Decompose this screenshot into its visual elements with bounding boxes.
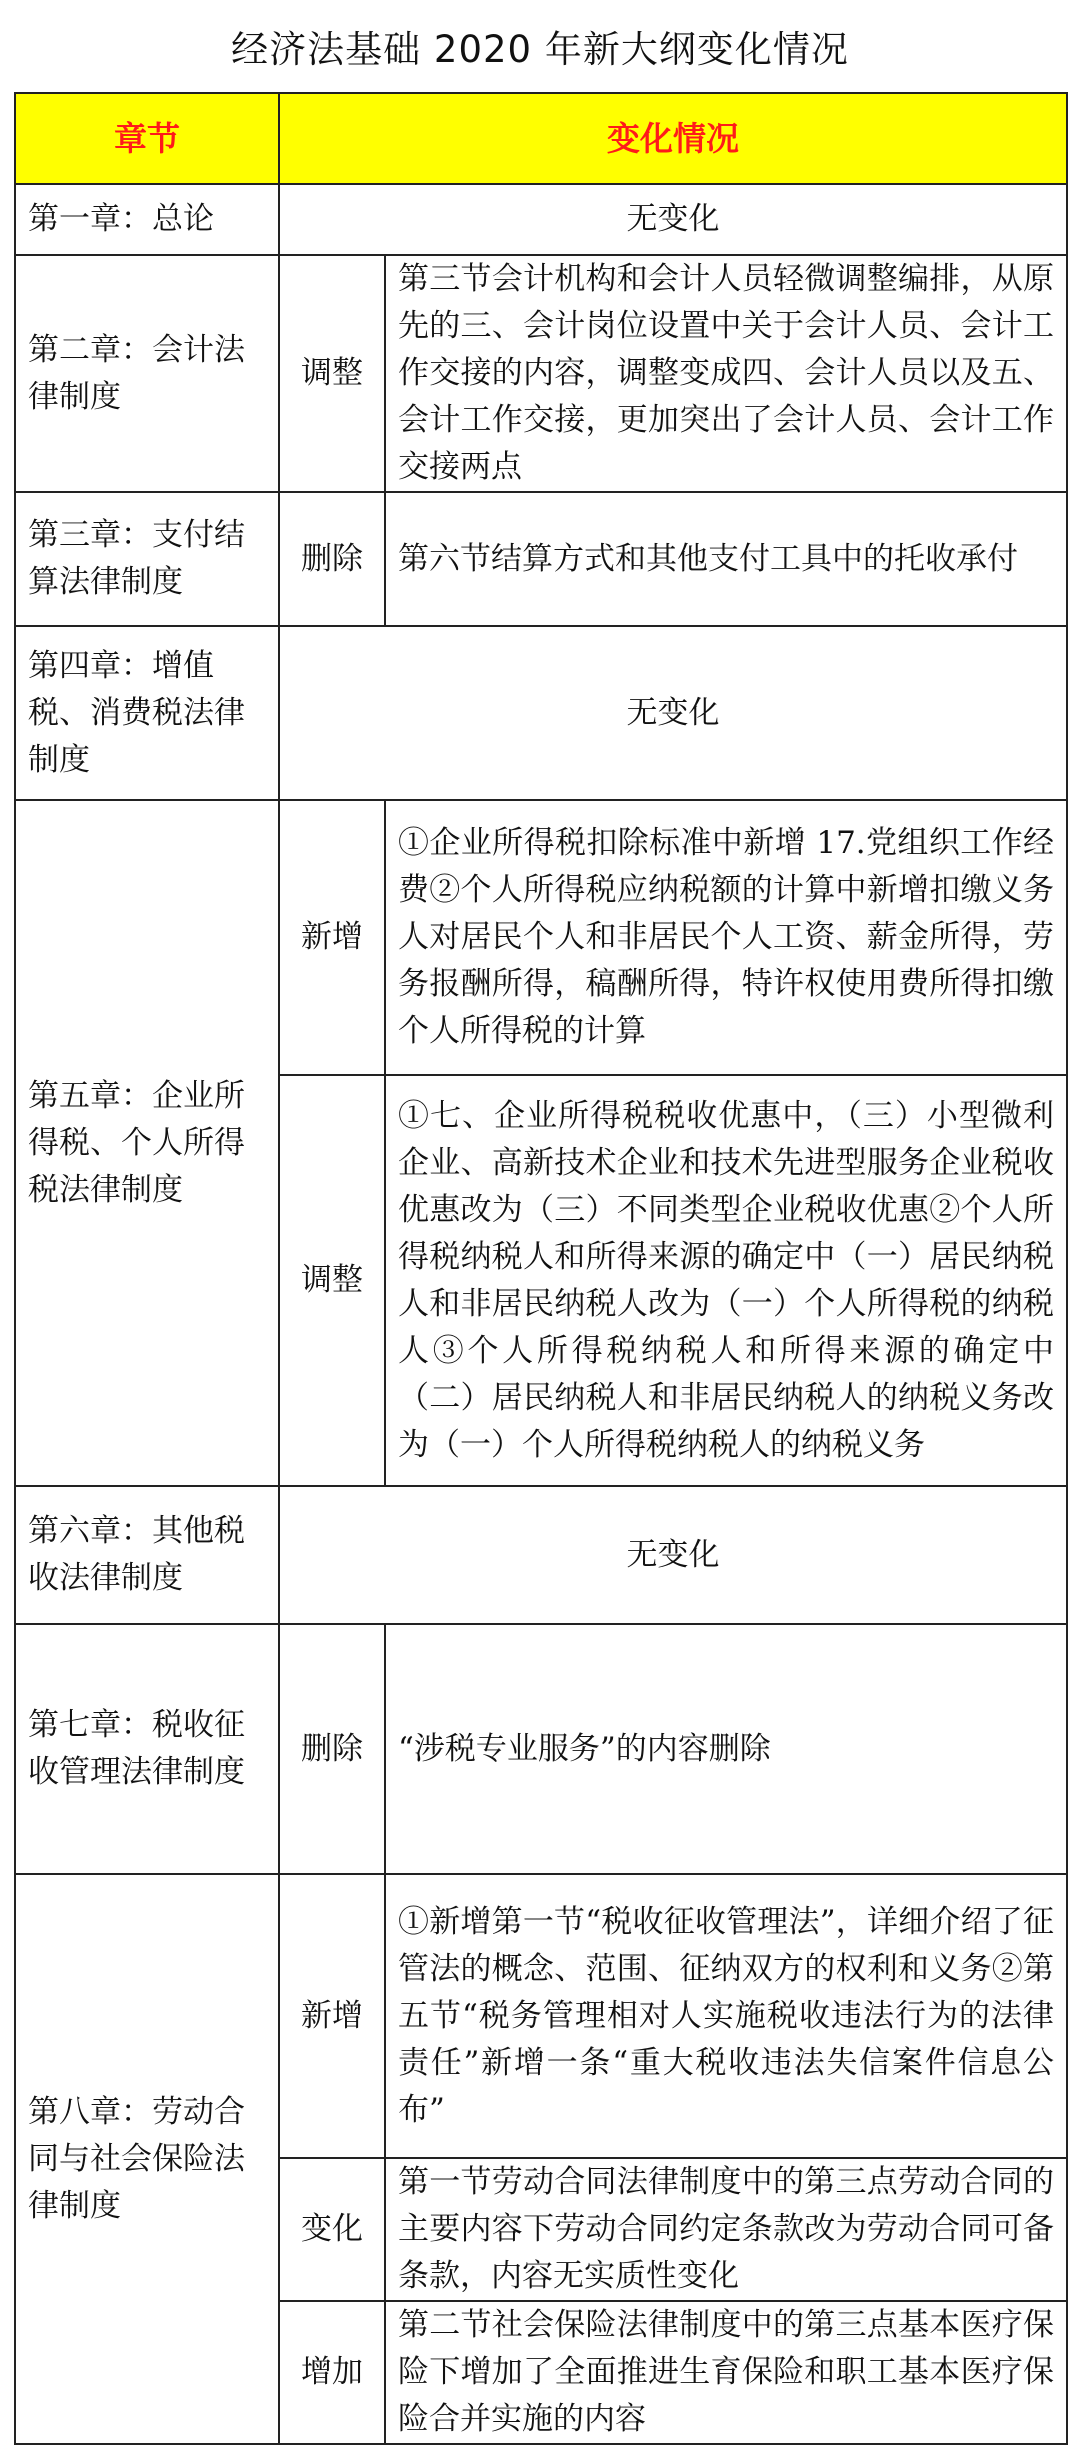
change-cell: 第一节劳动合同法律制度中的第三点劳动合同的主要内容下劳动合同约定条款改为劳动合同可备条款，内容无实质性变化 xyxy=(385,2158,1067,2301)
change-type-cell: 新增 xyxy=(279,800,385,1075)
change-type-cell: 删除 xyxy=(279,1624,385,1874)
change-cell: “涉税专业服务”的内容删除 xyxy=(385,1624,1067,1874)
table-row xyxy=(15,626,1067,800)
chapter-cell: 第二章：会计法律制度 xyxy=(15,255,279,492)
table-row xyxy=(15,255,1067,492)
change-type-cell: 增加 xyxy=(279,2301,385,2444)
change-type-cell: 调整 xyxy=(279,1075,385,1486)
header-change: 变化情况 xyxy=(279,93,1067,184)
change-cell: ①七、企业所得税税收优惠中，（三）小型微利企业、高新技术企业和技术先进型服务企业税收优惠改为（三）不同类型企业税收优惠②个人所得税纳税人和所得来源的确定中（一）居民纳税人和非居民纳税人改为（一）个人所得税的纳税人③个人所得税纳税人和所得来源的确定中（二）居民纳税人和非居民纳税人的纳税义务改为（一）个人所得税纳税人的纳税义务 xyxy=(385,1075,1067,1486)
change-cell: 无变化 xyxy=(279,626,1067,800)
table-row xyxy=(15,1486,1067,1624)
chapter-cell: 第七章：税收征收管理法律制度 xyxy=(15,1624,279,1874)
chapter-cell: 第八章：劳动合同与社会保险法律制度 xyxy=(15,1874,279,2444)
change-cell: 无变化 xyxy=(279,184,1067,255)
change-cell: 第二节社会保险法律制度中的第三点基本医疗保险下增加了全面推进生育保险和职工基本医疗保险合并实施的内容 xyxy=(385,2301,1067,2444)
chapter-cell: 第五章：企业所得税、个人所得税法律制度 xyxy=(15,800,279,1486)
header-row xyxy=(15,93,1067,184)
chapter-cell: 第三章：支付结算法律制度 xyxy=(15,492,279,626)
change-cell: ①企业所得税扣除标准中新增 17.党组织工作经费②个人所得税应纳税额的计算中新增扣缴义务人对居民个人和非居民个人工资、薪金所得，劳务报酬所得，稿酬所得，特许权使用费所得扣缴个人所得税的计算 xyxy=(385,800,1067,1075)
change-cell: ①新增第一节“税收征收管理法”，详细介绍了征管法的概念、范围、征纳双方的权利和义务②第五节“税务管理相对人实施税收违法行为的法律责任”新增一条“重大税收违法失信案件信息公布” xyxy=(385,1874,1067,2158)
chapter-cell: 第六章：其他税收法律制度 xyxy=(15,1486,279,1624)
page-title: 经济法基础 2020 年新大纲变化情况 xyxy=(231,28,849,71)
change-cell: 第六节结算方式和其他支付工具中的托收承付 xyxy=(385,492,1067,626)
table-row xyxy=(15,184,1067,255)
table-row xyxy=(15,1624,1067,1874)
change-type-cell: 变化 xyxy=(279,2158,385,2301)
change-type-cell: 新增 xyxy=(279,1874,385,2158)
table-row xyxy=(15,800,1067,1075)
change-type-cell: 调整 xyxy=(279,255,385,492)
change-type-cell: 删除 xyxy=(279,492,385,626)
chapter-cell: 第四章：增值税、消费税法律制度 xyxy=(15,626,279,800)
table-row xyxy=(15,492,1067,626)
changes-table xyxy=(14,92,1068,2445)
change-cell: 无变化 xyxy=(279,1486,1067,1624)
change-cell: 第三节会计机构和会计人员轻微调整编排，从原先的三、会计岗位设置中关于会计人员、会计工作交接的内容，调整变成四、会计人员以及五、会计工作交接，更加突出了会计人员、会计工作交接两点 xyxy=(385,255,1067,492)
chapter-cell: 第一章：总论 xyxy=(15,184,279,255)
header-chapter: 章节 xyxy=(15,93,279,184)
table-row xyxy=(15,1874,1067,2158)
